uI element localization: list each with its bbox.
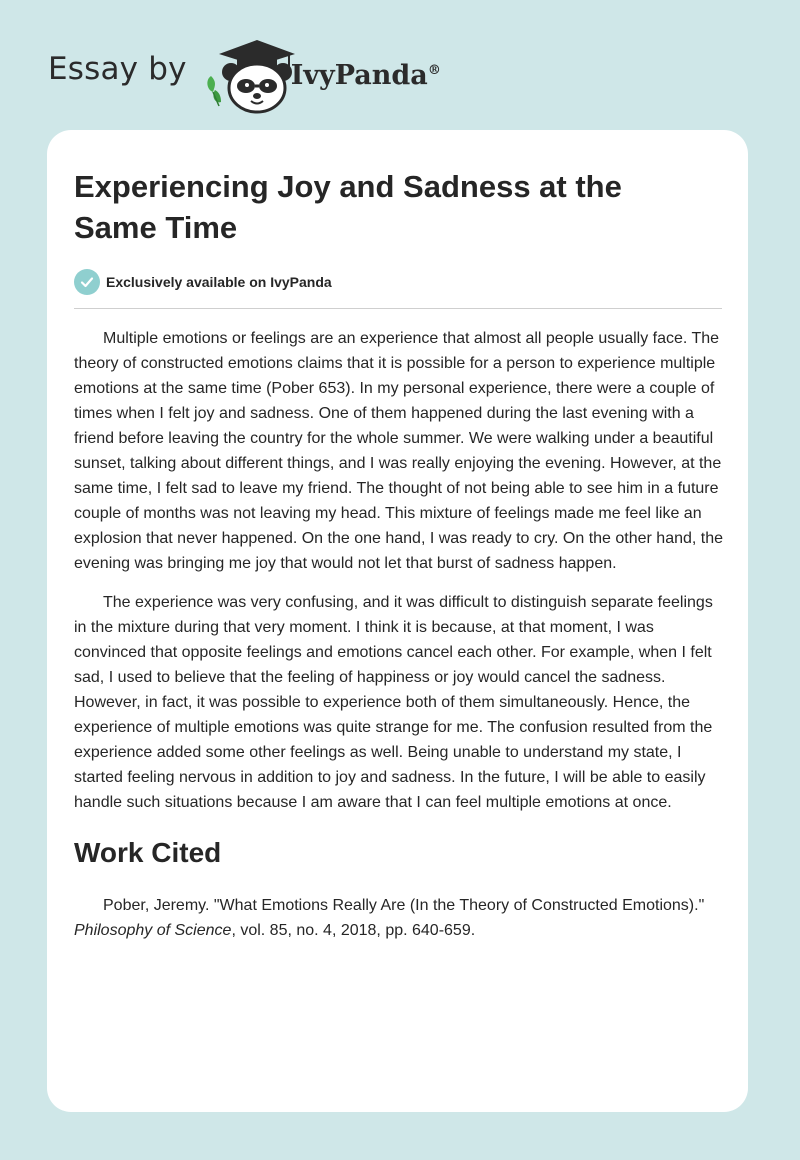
citation-journal: Philosophy of Science <box>74 922 232 939</box>
check-icon <box>74 269 100 295</box>
works-cited-heading: Work Cited <box>74 837 222 868</box>
essay-card <box>47 130 748 1112</box>
badge-label: Exclusively available on IvyPanda <box>106 274 332 290</box>
page-title: Experiencing Joy and Sadness at the Same Time <box>74 169 622 245</box>
citation-entry: Pober, Jeremy. "What Emotions Really Are (In the Theory of Constructed Emotions)." Philosophy of Science, vol. 85, no. 4, 2018, pp. 640-659. <box>74 897 705 939</box>
brand-name: IvyPanda® <box>290 59 441 91</box>
exclusive-badge <box>74 268 722 296</box>
brand-header <box>48 34 441 114</box>
brand-prefix: Essay by <box>48 51 187 87</box>
panda-logo-icon[interactable] <box>201 34 297 114</box>
divider <box>74 308 722 309</box>
essay-paragraph: The experience was very confusing, and it was difficult to distinguish separate feelings in the mixture during that very moment. I think it is because, at that moment, I was convinced that opposite feelings and emotions cancel each other. For example, when I felt sad, I used to believe that the feeling of happiness or joy would cancel the sadness. However, in fact, it was possible to experience both of them simultaneously. Hence, the experience of multiple emotions was quite strange for me. The confusion resulted from the experience added some other feelings as well. Being unable to understand my state, I started feeling nervous in addition to joy and sadness. In the future, I will be able to easily handle such situations because I am aware that I can feel multiple emotions at once. <box>74 594 713 811</box>
essay-paragraph: Multiple emotions or feelings are an experience that almost all people usually face. The theory of constructed emotions claims that it is possible for a person to experience multiple emotions at the same time (Pober 653). In my personal experience, there were a couple of times when I felt joy and sadness. One of them happened during the last evening with a friend before leaving the country for the whole summer. We were walking under a beautiful sunset, talking about different things, and I was really enjoying the evening. However, at the same time, I felt sad to leave my friend. The thought of not being able to see him in a future couple of months was not leaving my head. This mixture of feelings made me feel like an explosion that never happened. On the one hand, I was ready to cry. On the other hand, the evening was bringing me joy that would not let that burst of sadness happen. <box>74 330 724 572</box>
